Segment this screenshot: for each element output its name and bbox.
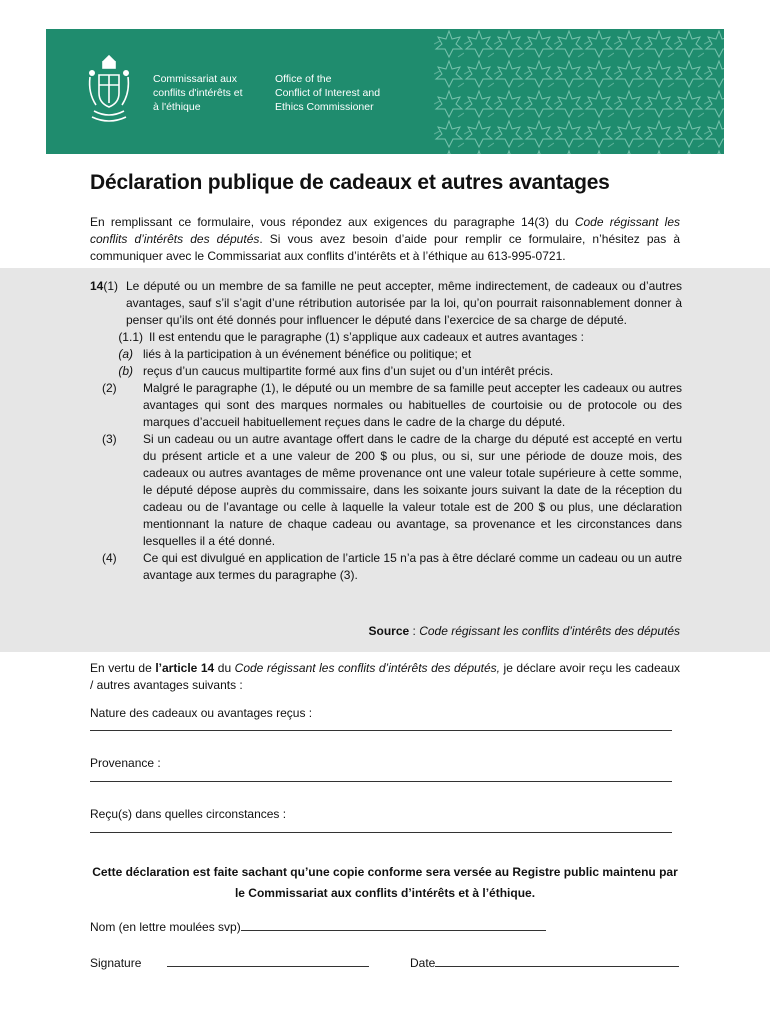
name-row	[90, 920, 546, 934]
declaration-lead: En vertu de l’article 14 du Code régissant les conflits d’intérêts des députés, je déclare avoir reçu les cadeaux / autres avantages suivants :	[90, 661, 680, 692]
circumstances-field[interactable]	[90, 832, 672, 833]
date-field[interactable]	[435, 956, 679, 967]
coat-of-arms-icon	[86, 55, 132, 125]
source-citation: Source : Code régissant les conflits d’intérêts des députés	[368, 624, 680, 638]
signature-field[interactable]	[167, 956, 369, 967]
nature-field[interactable]	[90, 730, 672, 731]
org-name-french: Commissariat aux conflits d'intérêts et à l'éthique	[153, 73, 243, 113]
section-1-1-b: (b) reçus d’un caucus multipartite formé aux fins d’un sujet ou d’un intérêt précis.	[118, 364, 554, 378]
declaration-statement: Cette déclaration est faite sachant qu’une copie conforme sera versée au Registre public maintenu par le Commissariat aux conflits d’intérêts et à l’éthique.	[92, 865, 678, 900]
signature-row	[90, 956, 369, 970]
name-label: Nom (en lettre moulées svp)	[90, 920, 241, 934]
section-1-1-a: (a) liés à la participation à un événement bénéfice ou politique; et	[118, 347, 472, 361]
provenance-field[interactable]	[90, 781, 672, 782]
section-3: (3) Si un cadeau ou un autre avantage offert dans le cadre de la charge du député est accepté en vertu du présent article et a une valeur de 200 $ ou plus, ou si, sur une période de douze mois, des cadeaux ou autres avantages de même provenance ont une valeur totale supérieure à cette somme, le député dépose auprès du commissaire, dans les soixante jours suivant la date de la réception du cadeau ou de l’avantage ou celle à laquelle la valeur totale est de 200 $ ou plus, une déclaration mentionnant la nature de chaque cadeau ou avantage, sa provenance et les circonstances dans lesquelles il a été donné.	[102, 432, 682, 548]
date-row	[410, 956, 679, 970]
provenance-label: Provenance :	[90, 756, 161, 770]
decorative-pattern	[434, 29, 724, 154]
name-field[interactable]	[241, 920, 546, 931]
law-excerpt	[90, 278, 682, 584]
section-1-1: (1.1) Il est entendu que le paragraphe (1) s’applique aux cadeaux et autres avantages :	[118, 330, 584, 344]
date-label: Date	[410, 956, 436, 970]
org-name-english: Office of the Conflict of Interest and Ethics Commissioner	[275, 73, 381, 113]
section-4: (4) Ce qui est divulgué en application de l’article 15 n’a pas à être déclaré comme un cadeau ou un autre avantage aux termes du paragraphe (3).	[102, 551, 682, 582]
intro-paragraph: En remplissant ce formulaire, vous répondez aux exigences du paragraphe 14(3) du Code régissant les conflits d’intérêts des députés. Si vous avez besoin d’aide pour remplir ce formulaire, n’hésitez pas à communiquer avec le Commissariat aux conflits d’intérêts et à l’éthique au 613-995-0721.	[90, 215, 680, 263]
section-14-1: 14(1) Le député ou un membre de sa famille ne peut accepter, même indirectement, de cadeaux ou d’autres avantages, sauf s’il s’agit d’une rétribution autorisée par la loi, qu’on pourrait raisonnablement donner à penser qu’ils ont été donnés pour influencer le député dans l’exercice de sa charge de député.	[90, 279, 682, 327]
nature-label: Nature des cadeaux ou avantages reçus :	[90, 706, 313, 720]
section-2: (2) Malgré le paragraphe (1), le député ou un membre de sa famille peut accepter les cadeaux ou autres avantages qui sont des marques normales ou habituelles de courtoisie ou de protocole ou des marques d’accueil habituellement reçues dans le cadre de la charge du député.	[102, 381, 682, 429]
header-banner	[46, 29, 724, 154]
signature-label: Signature	[90, 956, 142, 970]
code-title-italic: Code régissant les conflits d’intérêts des députés	[90, 215, 680, 246]
circumstances-label: Reçu(s) dans quelles circonstances :	[90, 807, 287, 821]
page-title: Déclaration publique de cadeaux et autres avantages	[90, 171, 610, 194]
